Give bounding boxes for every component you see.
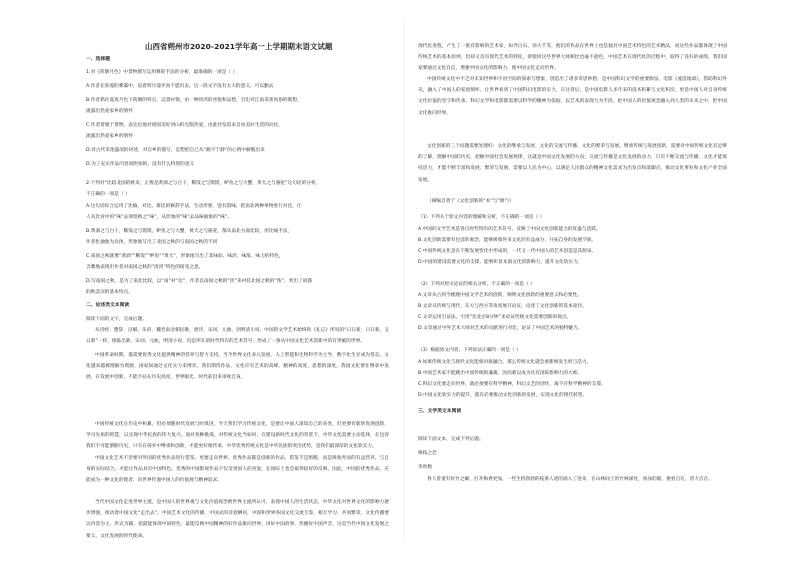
question-4-stem: （2）下列对原文论证的相关分析，不正确的一项是（ ） (418, 282, 535, 287)
question-2-option-b-cont: 作者化抽象为具体，形象地写出了北国之秋的与南国之秋的不同 (86, 240, 218, 245)
section-heading-literary: 三、文学类文本阅读 (418, 409, 462, 414)
question-3-option-d: D.中国的建设需要文化的支撑，能够彰显本国文化的影响力，提升文化软实力。 (418, 260, 583, 265)
story-paragraph: 春人曾道有好竹之癖，打开梅香更加，一些生机勃勃的枝条人迹的涌入了进来，在山林间上的竹林深处，放泳的眼，便看自在，清大自在。 (427, 477, 713, 482)
question-4-option-c: C.文章运用引证法，引用“比北京8分钟”来论证传统文化需要创新的观点。 (418, 315, 572, 320)
question-5-option-b: B.中国艺术家不能跳出中国传统的藩篱，因而难以成为具有国际影响力的大师。 (418, 371, 583, 376)
question-1-option-a: A.作者在弥漫的雾霭中，追着明月漫步而不愿归去，这一段文字没有太大的意义，可以删去 (86, 84, 274, 89)
question-1-option-b-cont: 流露出热爱家乡的情怀 (86, 109, 133, 114)
question-2-option-c: C.南国之秋就像“黄酒”“稀饭”“鲈鱼”“黄犬”，形象地写出了其味如、味淡、味浓、味力的特色， (86, 254, 284, 259)
question-3-stem: （1）下列关于原文内容的理解和分析，不正确的一项是（ ） (418, 215, 545, 220)
question-3-option-a: A.中国的文学艺术是各自时代特有的艺术符号，反映了中国文化创新能力的旺盛与活跃。 (418, 227, 601, 232)
passage-paragraph: 中国文化艺术不但要对外国的优秀作品进行借鉴，更要走向世界。优秀作品都是创新的作品，借鉴不是照搬，而是吸收外国的有益营养，与自身的实际结合，才能让作品具有中国特色。优秀的中国影视作品不仅受到国人的喜爱，在国际上也会取得较好的反响，因此，中国的优秀作品，应能成为一种文化的使者，向世界传递中国人的价值观与精神追求。 (86, 456, 389, 484)
question-1-option-c: C.作者着眼于景物，表达出他对祖国美好河山的无限热爱，由此抒发追求自由美好生活的向往， (86, 123, 283, 128)
right-column (418, 0, 727, 562)
question-2-option-b: B.黄酒之与白干，稀饭之与馍馍，鲈鱼之与大蟹，黄犬之与骆驼，都从南北方面比较，用比喻手法， (86, 229, 293, 234)
section-heading-choice: 一、选择题 (86, 57, 110, 62)
passage-paragraph: 我们不可能割断历史，只有在扬弃中继承和创新，才能更好地传承，中华优秀传统文化是中华民族的突出优势，是我们最深厚的文化软实力。 (86, 444, 377, 449)
question-1-option-d: D.对古代采莲盛况的讲述，对自乡的描写，是想把自己从“颇不宁静”的心情中解脱出来 (86, 148, 265, 153)
passage-source: （摘编自曾宁《文化创新的“本”与“源”》） (427, 199, 515, 204)
question-2-option-a-cont: 人从饮食中的“味”去领悟秋之“味”，从形象的“味”去品味抽象的“味”。 (86, 215, 232, 220)
question-5-option-a: A.如果传统文化与现代文化能相对接融合，那么传统文化就会重新焕发生机与活力。 (418, 360, 592, 365)
document-title: 山西省朔州市2020-2021学年高一上学期期末语文试题 (145, 42, 333, 51)
question-3-option-c: C.中国传统文化是在不断发展变化中形成的，一代又一代中国人的艺术创造是其源泉。 (418, 249, 597, 254)
passage-paragraph: 中国传统文化中不乏对未知世界和宇宙空间的探索与想象，创造出了诸多奇思妙想，是中国科幻文学的重要源泉。电影《流浪地球》，借助科幻外壳，融入了中国人的家国情怀，让世界看到了中国科幻电影的实力，在这背后，是中国电影人多年来的技术积累与文化积淀，更是中国人对自身传统文化价值的坚守和传承。科幻文学和电影都需要以科学的精神为依据，以艺术的表现力为手段，把中国人的价值观念融入到人类的未来之中，把中国文化推向世界。 (418, 77, 727, 116)
question-1-stem: 1.对《荷塘月色》中景物描写运用修辞手法的分析，最准确的一项是（ ） (86, 70, 238, 75)
left-column (86, 0, 389, 562)
passage-paragraph: 中国传统文化在历史中积累，但必须随时代发展与时俱进，今天我们学习传统文化，是要让中国人深知自己的来处，但更要有新的发展创新，学习先祖的智慧，以实现中华民族的伟大复兴。面对各种挑战，对传统文化当如何，在建设新时代文化的背景下，中华文化需要主动选择，在包容 (86, 422, 389, 439)
question-2-stem: 2.下列对“比较北国的秋来，正像是黄酒之与白干，稀饭之与馍馍，鲈鱼之与大蟹，黄犬之与骆驼”这句话的分析， (86, 181, 321, 186)
question-2-option-d-cont: 的秋悲凉的基本特点。 (86, 290, 133, 295)
question-2-option-a: A.这句话综合运用了比喻、对比、排比的修辞手法，生动形象，饶有韵味，把南北两种事物进行对比，让 (86, 204, 302, 209)
column-divider (404, 20, 405, 540)
question-5-option-d: D.中国文化软实力的提升，就有必要推动文化创新的发展，实现文化的现代转型。 (418, 393, 588, 398)
passage-paragraph: 文化创新的三个问题需要处理好：文化的继承与发展、文化的交流与传播、文化的繁荣与发展。继承传统与发展创新，需要对中国传统文化有足够的了解，理解中国的历史，把握中国社会发展规律，这就是中国文化发展的方向；交流与传播是文化发展的动力，只有不断交流与传播，文化才能保持活力，才能不断丰富和发展；繁荣与发展，需要以人民为中心，以满足人民群众的精神文化需求为出发点和落脚点，推动文化事业和文化产业全面发展。 (418, 144, 727, 183)
question-1-option-e: D.为了充实作品内容而附加的，没有什么特别的意义 (86, 162, 195, 167)
question-5-stem: （3）根据原文内容，下列说法正确的一项是（ ） (418, 348, 521, 353)
question-1-option-b: B.作者抓住夏夜月色下荷塘的特点，以景衬情，由一种淡淡的喜悦和哀愁，引出对江南采莲风俗的联想， (86, 98, 302, 103)
passage-paragraph: 当代中国文化走进世界主流，是中国人的世界观与文化价值观念被世界主流所认可，表现中国人的生活状态，中华文化对世界文化的影响力逐步增强，推动着中国文化“走出去”，中国艺术文化的传播、中国式的诗意栖居，中国和世界各国文化交流互鉴、相互学习、共同繁荣，文化传播要以内容为主、形式为辅，把最能体现中国特色、最能反映中国精神的好作品推向世界，讲好中国故事，传播好中国声音，这是当代中国文化发展之要义，文化发展的时代使命。 (86, 500, 389, 539)
passage-paragraph: 从诗经、楚辞、汉赋、乐府、魏晋南北朝民歌、唐诗、宋词、元曲，到明清小说，中国的文学艺术始终和《礼记》所说的“日日新，日日新，又日新”一样，推陈出新、宋词、元曲，明清小说，均是所在的时代特有的艺术符号，形成了一条从中国文化艺术创新中的有突破的世界。 (86, 328, 389, 345)
question-4-option-d: D.文章通过中外艺术大师对艺术的贡献进行对比，论证了中国艺术的独特魅力。 (418, 326, 583, 331)
reading-intro: 阅读下面文本，完成下列后题。 (418, 437, 484, 442)
question-2-option-c-cont: 含蓄地表现出作者对南国之秋的“清淡”特色的接受之意。 (86, 265, 204, 270)
passage-paragraph: 现代化进程，产生了一批有影响的艺术家，如齐白石、徐大千等，他们的作品在世界上也是独具中国艺术特色的艺术精品，而这些作品都体现了中国传统艺术的基本原则，但却又具有现代艺术的特征，即使同这些世界大师相比也毫不逊色，中国艺术在现代化的过程中，取得了良好的成绩，我们国家要通过文化自信，增强中国文化的影响力，使中国文化走向世界。 (418, 44, 727, 72)
question-4-option-b: B.文章从传统与现代、东方与西方等角度展开论证，论述了文化创新的基本途径。 (418, 304, 587, 309)
story-author: 米幼数 (418, 465, 433, 470)
question-2-stem-cont: 不正确的一项是（ ） (86, 192, 130, 197)
question-1-option-c-cont: 流露出热爱家乡的情怀 (86, 134, 133, 139)
question-4-option-a: A.文章从古到今梳理中国文学艺术的创新，阐明文化创新的重要意义和必要性。 (418, 293, 582, 298)
section-heading-argument: 二、论述类文本阅读 (86, 303, 130, 308)
question-2-option-d: D.写南国之秋，是为了南北比较，以“南”衬“北”，作者以南国之秋的“淡”来衬托北国之秋的“浓”，突出了故都 (86, 279, 313, 284)
story-title: 梅枝之恋 (418, 451, 437, 456)
question-3-option-b: B.文化创新需要有包容的观念，能够吸收外来文化的有益成分，开拓自身的发展空间。 (418, 238, 597, 243)
reading-intro: 阅读下面的文字，完成后题。 (86, 317, 147, 322)
passage-paragraph: 中国革命时期，都需要优秀文化提供精神的营养与智力支持。当今世界文化多元发展，人工智能和生物科学为主导，数字化生存成为常态，文化越来越被理解为资源，国家间通过文化实力来博弈。我们期待作品，文化应有艺术的高峰、精神的高度、思想的深度，我国文化要在继承中发展，在发展中创新，不能不站在历史高度、世界眼光、时代前沿来审视自身。 (86, 353, 389, 381)
question-5-option-c: C.科幻文化要走向世界，就必须要有科学精神，科幻文艺的创作，离不开科学精神的支撑。 (418, 382, 606, 387)
